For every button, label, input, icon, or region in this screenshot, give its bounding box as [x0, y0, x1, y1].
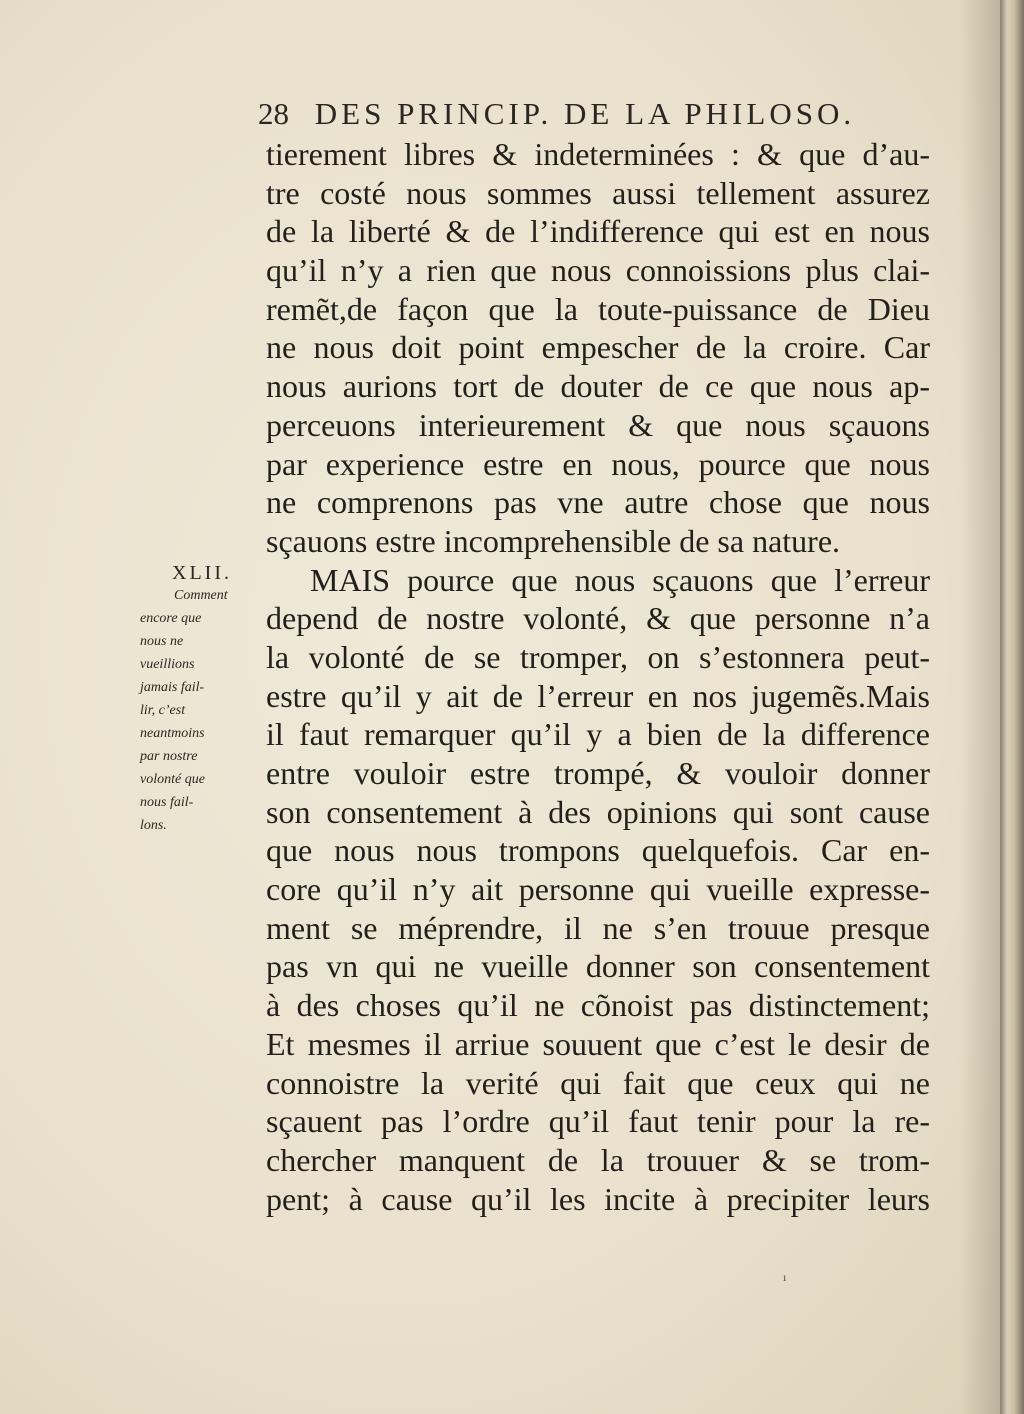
body-text [266, 135, 930, 1218]
margin-note-number: XLII. [172, 562, 232, 584]
text-line: pas vn qui ne vueille donner son consentement [266, 948, 930, 985]
book-spine [1000, 0, 1024, 1414]
margin-note-line: jamais fail- [140, 680, 205, 695]
text-line: entre vouloir estre trompé, & vouloir donner [266, 755, 930, 791]
margin-note-line: par nostre [140, 749, 198, 764]
text-line: MAIS pource que nous sçauons que l’erreur [310, 561, 930, 598]
text-line: pent; à cause qu’il les incite à precipiter leurs [266, 1180, 930, 1217]
margin-note-line: nous fail- [140, 795, 194, 810]
text-line: sçauons estre incomprehensible de sa nature. [266, 522, 841, 559]
text-line: son consentement à des opinions qui sont cause [266, 793, 930, 830]
text-line: de la liberté & de l’indifference qui est en nous [266, 213, 930, 250]
text-line: par experience estre en nous, pource que nous [266, 445, 930, 482]
text-line: ne nous doit point empescher de la croire. Car [266, 329, 930, 366]
text-line: ne comprenons pas vne autre chose que nous [266, 484, 930, 521]
text-line: estre qu’il y ait de l’erreur en nos jugemẽs.Mais [266, 677, 930, 714]
page-mark: ı [783, 1270, 787, 1284]
margin-note-line: lir, c’est [140, 703, 186, 718]
text-line: la volonté de se tromper, on s’estonnera peut- [266, 638, 930, 675]
page-edge-shadow [960, 0, 1000, 1414]
text-line: tre costé nous sommes aussi tellement assurez [266, 174, 930, 211]
margin-note-line: Comment [174, 588, 228, 603]
margin-note [140, 562, 265, 837]
margin-note-line: lons. [140, 818, 167, 833]
text-line: perceuons interieurement & que nous sçauons [266, 406, 930, 443]
text-line: qu’il n’y a rien que nous connoissions plus clai- [266, 252, 930, 289]
running-title: DES PRINCIP. DE LA PHILOSO. [314, 96, 856, 131]
text-line: remẽt,de façon que la toute-puissance de Dieu [266, 290, 930, 327]
margin-note-line: vueillions [140, 657, 195, 672]
margin-note-line: neantmoins [140, 726, 205, 741]
margin-note-line: volonté que [140, 772, 205, 787]
text-line: que nous nous trompons quelquefois. Car en- [266, 832, 930, 869]
page-number: 28 [258, 96, 289, 131]
text-line: Et mesmes il arriue souuent que c’est le desir de [266, 1025, 930, 1062]
margin-note-line: encore que [140, 611, 202, 626]
text-line: depend de nostre volonté, & que personne n’a [266, 600, 930, 637]
text-line: core qu’il n’y ait personne qui vueille expresse- [266, 871, 930, 908]
text-line: sçauent pas l’ordre qu’il faut tenir pour la re- [266, 1103, 930, 1140]
text-line: connoistre la verité qui fait que ceux qui ne [266, 1064, 930, 1101]
running-header [258, 96, 928, 136]
text-line: à des choses qu’il ne cõnoist pas distinctement; [266, 987, 930, 1024]
text-line: nous aurions tort de douter de ce que nous ap- [266, 368, 930, 405]
text-line: tierement libres & indeterminées : & que d’au- [266, 136, 930, 172]
text-line: chercher manquent de la trouuer & se trom- [266, 1141, 930, 1178]
margin-note-line: nous ne [140, 634, 184, 649]
text-line: il faut remarquer qu’il y a bien de la difference [266, 716, 930, 753]
text-line: ment se méprendre, il ne s’en trouue presque [266, 909, 930, 946]
